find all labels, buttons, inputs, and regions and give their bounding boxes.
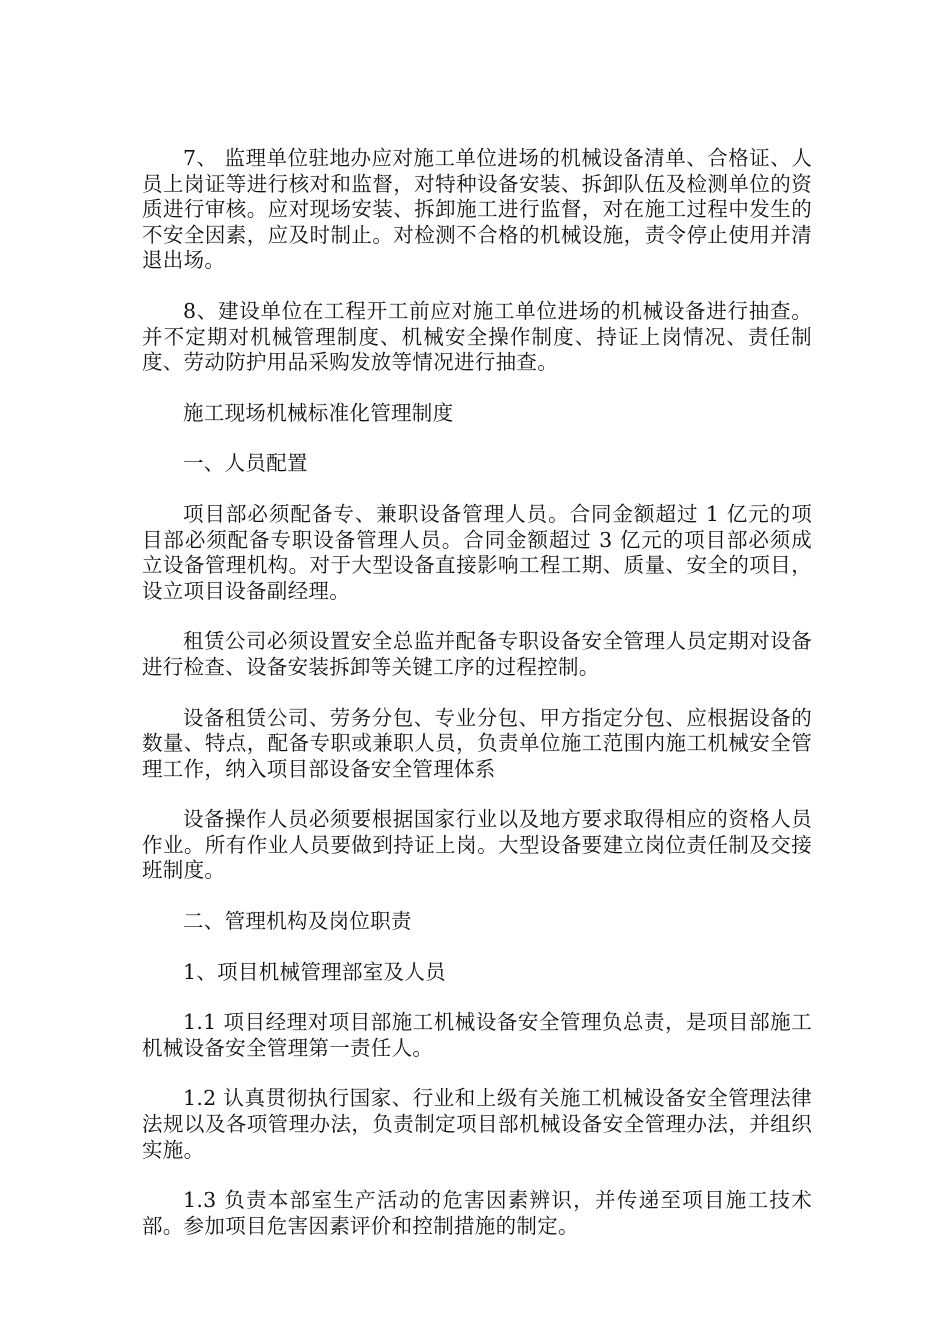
paragraph-subcontractors: 设备租赁公司、劳务分包、专业分包、甲方指定分包、应根据设备的数量、特点，配备专职或兼职人员，负责单位施工范围内施工机械安全管理工作，纳入项目部设备安全管理体系 (142, 705, 812, 781)
paragraph-1-3: 1.3 负责本部室生产活动的危害因素辨识，并传递至项目施工技术部。参加项目危害因素评价和控制措施的制定。 (142, 1188, 812, 1238)
heading-project-department: 1、项目机械管理部室及人员 (183, 959, 446, 984)
paragraph-project-staffing: 项目部必须配备专、兼职设备管理人员。合同金额超过 1 亿元的项目部必须配备专职设备管理人员。合同金额超过 3 亿元的项目部必须成立设备管理机构。对于大型设备直接影响工程工期、质量、安全的项目，设立项目设备副经理。 (142, 501, 812, 603)
document-page (142, 146, 812, 1264)
heading-personnel: 一、人员配置 (183, 451, 308, 476)
paragraph-operators: 设备操作人员必须要根据国家行业以及地方要求取得相应的资格人员作业。所有作业人员要做到持证上岗。大型设备要建立岗位责任制及交接班制度。 (142, 807, 812, 883)
paragraph-1-2: 1.2 认真贯彻执行国家、行业和上级有关施工机械设备安全管理法律法规以及各项管理办法，负责制定项目部机械设备安全管理办法，并组织实施。 (142, 1086, 812, 1162)
paragraph-item-7: 7、 监理单位驻地办应对施工单位进场的机械设备清单、合格证、人员上岗证等进行核对和监督，对特种设备安装、拆卸队伍及检测单位的资质进行审核。应对现场安装、拆卸施工进行监督，对在施工过程中发生的不安全因素，应及时制止。对检测不合格的机械设施，责令停止使用并清退出场。 (142, 146, 812, 273)
paragraph-leasing-company: 租赁公司必须设置安全总监并配备专职设备安全管理人员定期对设备进行检查、设备安装拆卸等关键工序的过程控制。 (142, 629, 812, 679)
paragraph-item-8: 8、建设单位在工程开工前应对施工单位进场的机械设备进行抽查。并不定期对机械管理制度、机械安全操作制度、持证上岗情况、责任制度、劳动防护用品采购发放等情况进行抽查。 (142, 298, 812, 375)
heading-organization: 二、管理机构及岗位职责 (183, 909, 412, 934)
section-title: 施工现场机械标准化管理制度 (183, 400, 454, 425)
paragraph-1-1: 1.1 项目经理对项目部施工机械设备安全管理负总责，是项目部施工机械设备安全管理第一责任人。 (142, 1010, 812, 1060)
